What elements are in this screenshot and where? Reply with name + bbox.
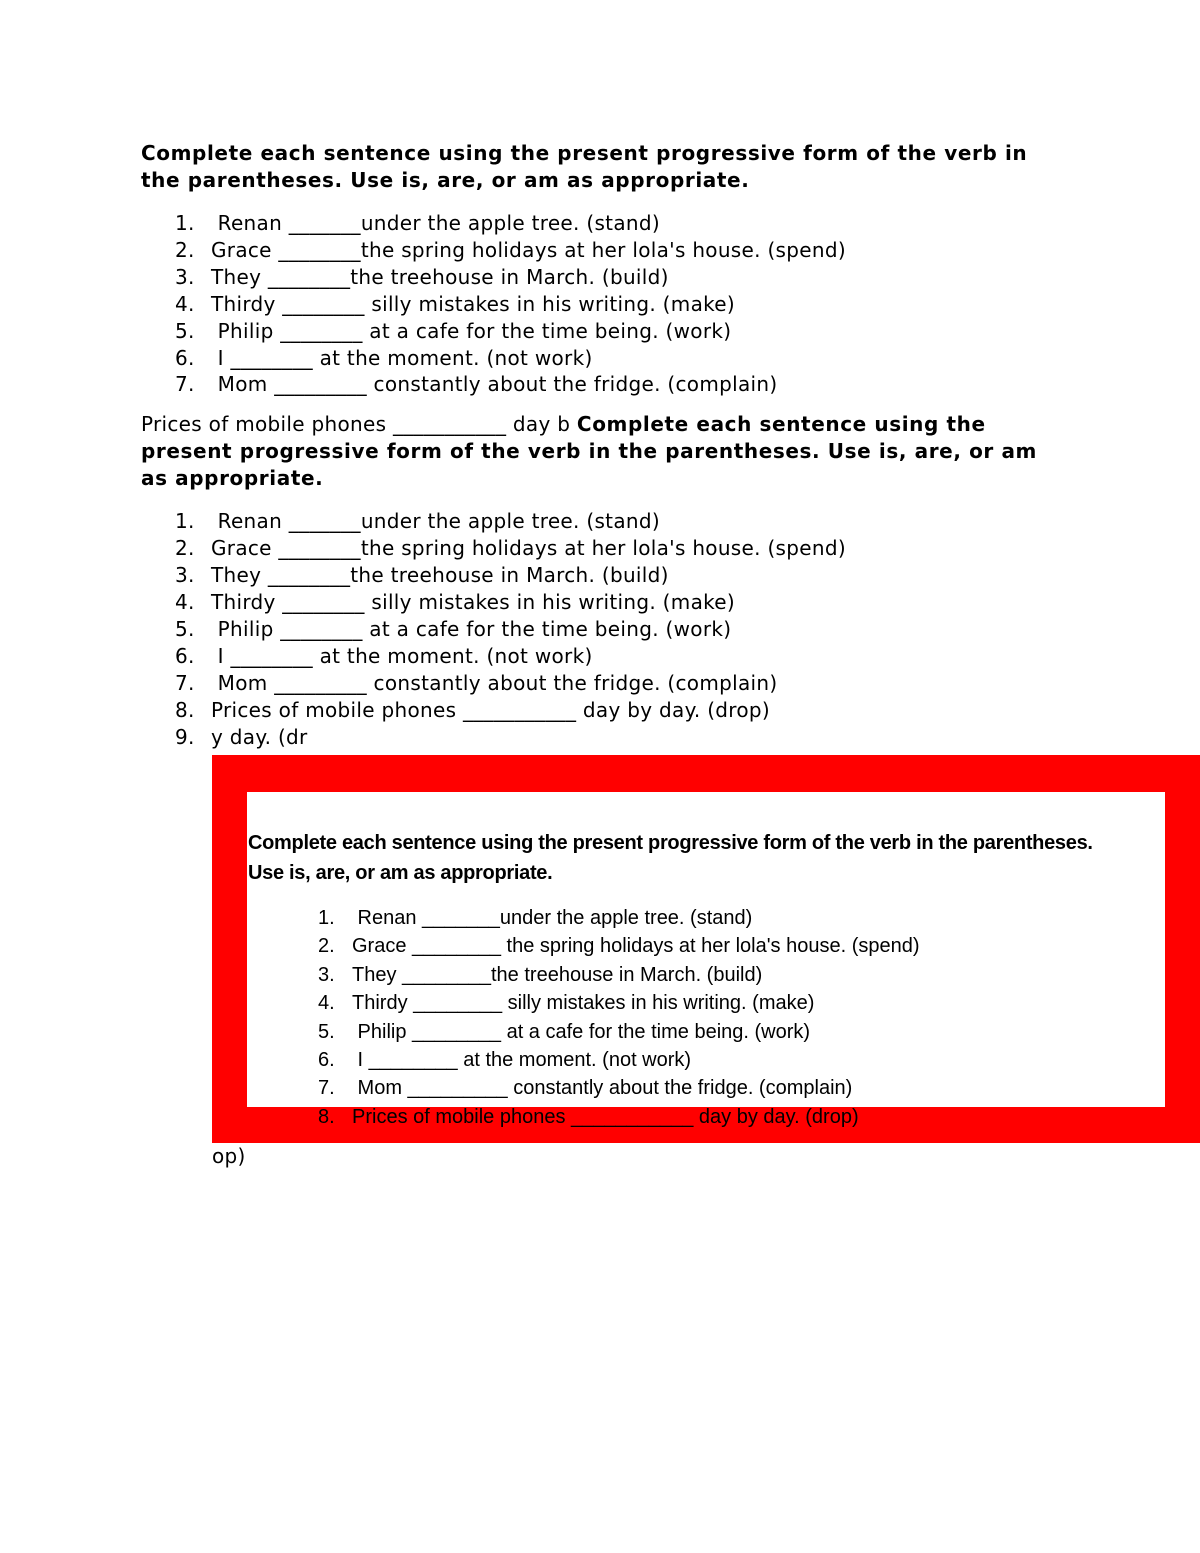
section1-heading: Complete each sentence using the present progressive form of the verb in the parentheses. Use is, are, or am as appropriate. [141, 141, 1028, 192]
list-item-number: 2. [175, 536, 195, 561]
list-item-text: y day. (dr [211, 724, 308, 749]
list-item-number: 6. [175, 345, 195, 370]
list-item-number: 4. [318, 992, 335, 1015]
list-item-text: Renan _______under the apple tree. (stand) [211, 509, 660, 534]
box-heading: Complete each sentence using the present progressive form of the verb in the parentheses. Use is, are, or am as appropriate. [248, 832, 1093, 884]
list-item [141, 318, 1061, 345]
list-item-text: Renan _______under the apple tree. (stand) [211, 211, 660, 235]
list-item-text: They ________the treehouse in March. (build) [352, 963, 763, 986]
list-item-text: Philip ________ at a cafe for the time being. (work) [352, 1020, 811, 1043]
list-item-number: 7. [175, 670, 195, 695]
list-item-number: 3. [175, 264, 195, 289]
list-item-text: Prices of mobile phones ___________ day by day. (drop) [352, 1105, 859, 1128]
list-item-number: 4. [175, 291, 195, 316]
section2-heading-paragraph [141, 411, 1061, 492]
section2-lead-text: Prices of mobile phones ___________ day b [141, 412, 577, 437]
pasted-exercise-box [247, 792, 1165, 1128]
list-item-number: 6. [175, 643, 195, 668]
list-item [141, 643, 1061, 670]
list-item-text: They ________the treehouse in March. (build) [211, 563, 669, 588]
list-item-number: 1. [175, 211, 195, 235]
list-item [141, 508, 1061, 535]
list-item-text: Thirdy ________ silly mistakes in his writing. (make) [211, 291, 735, 316]
list-item-text: Thirdy ________ silly mistakes in his writing. (make) [211, 590, 735, 615]
list-item-text: Philip ________ at a cafe for the time being. (work) [211, 318, 732, 343]
list-item-text: Philip ________ at a cafe for the time being. (work) [211, 616, 732, 641]
list-item-number: 2. [175, 237, 195, 262]
list-item-text: I ________ at the moment. (not work) [211, 643, 593, 668]
list-item-number: 6. [318, 1049, 335, 1072]
list-item-number: 3. [318, 963, 335, 986]
list-item [141, 589, 1061, 616]
box-list [247, 904, 920, 1131]
list-item-text: Prices of mobile phones ___________ day by day. (drop) [211, 697, 771, 722]
list-item-text: Mom _________ constantly about the fridge. (complain) [211, 670, 778, 695]
list-item-text: I ________ at the moment. (not work) [211, 345, 593, 370]
list-item-number: 7. [318, 1077, 335, 1100]
list-item [141, 724, 1061, 751]
list-item-text: Mom _________ constantly about the fridge. (complain) [211, 372, 778, 397]
list-item-number: 5. [318, 1020, 335, 1043]
list-item-number: 7. [175, 372, 195, 397]
list-item-number: 4. [175, 590, 195, 615]
list-item-number: 8. [175, 697, 195, 722]
section2-list [141, 508, 1061, 750]
list-item [141, 237, 1061, 264]
list-item-text: Grace ________the spring holidays at her lola's house. (spend) [211, 237, 846, 262]
list-item-number: 1. [175, 509, 195, 534]
list-item [141, 562, 1061, 589]
list-item [247, 989, 920, 1017]
list-item [247, 961, 920, 989]
list-item-number: 3. [175, 563, 195, 588]
list-item [141, 291, 1061, 318]
list-item [247, 932, 920, 960]
list-item-text: They ________the treehouse in March. (build) [211, 264, 669, 289]
list-item [141, 616, 1061, 643]
list-item [247, 1103, 920, 1131]
list-item-text: Thirdy ________ silly mistakes in his writing. (make) [352, 992, 815, 1015]
document-body [141, 140, 1061, 751]
list-item [141, 210, 1061, 237]
red-highlight-frame [212, 755, 1200, 1143]
list-item [141, 697, 1061, 724]
list-item [141, 371, 1061, 398]
list-item-number: 2. [318, 935, 335, 958]
list-item-text: I ________ at the moment. (not work) [352, 1049, 692, 1072]
list-item [141, 345, 1061, 372]
list-item-number: 9. [175, 724, 195, 749]
list-item-text: Grace ________ the spring holidays at her lola's house. (spend) [352, 935, 920, 958]
trailing-text-fragment: op) [212, 1144, 246, 1168]
list-item [247, 1046, 920, 1074]
list-item-number: 1. [318, 907, 335, 929]
list-item [247, 904, 920, 932]
section1-list [141, 210, 1061, 398]
list-item-number: 5. [175, 318, 195, 343]
list-item-text: Mom _________ constantly about the fridge. (complain) [352, 1077, 853, 1100]
section2-heading: Complete each sentence using the present progressive form of the verb in the parentheses. Use is, are, or am as appropriate. [141, 412, 1037, 491]
list-item-text: Renan _______under the apple tree. (stand) [352, 907, 753, 929]
list-item [141, 670, 1061, 697]
list-item [141, 264, 1061, 291]
list-item [141, 535, 1061, 562]
list-item-text: Grace ________the spring holidays at her lola's house. (spend) [211, 536, 846, 561]
list-item-number: 8. [318, 1105, 335, 1128]
list-item-number: 5. [175, 616, 195, 641]
list-item [247, 1074, 920, 1102]
list-item [247, 1018, 920, 1046]
